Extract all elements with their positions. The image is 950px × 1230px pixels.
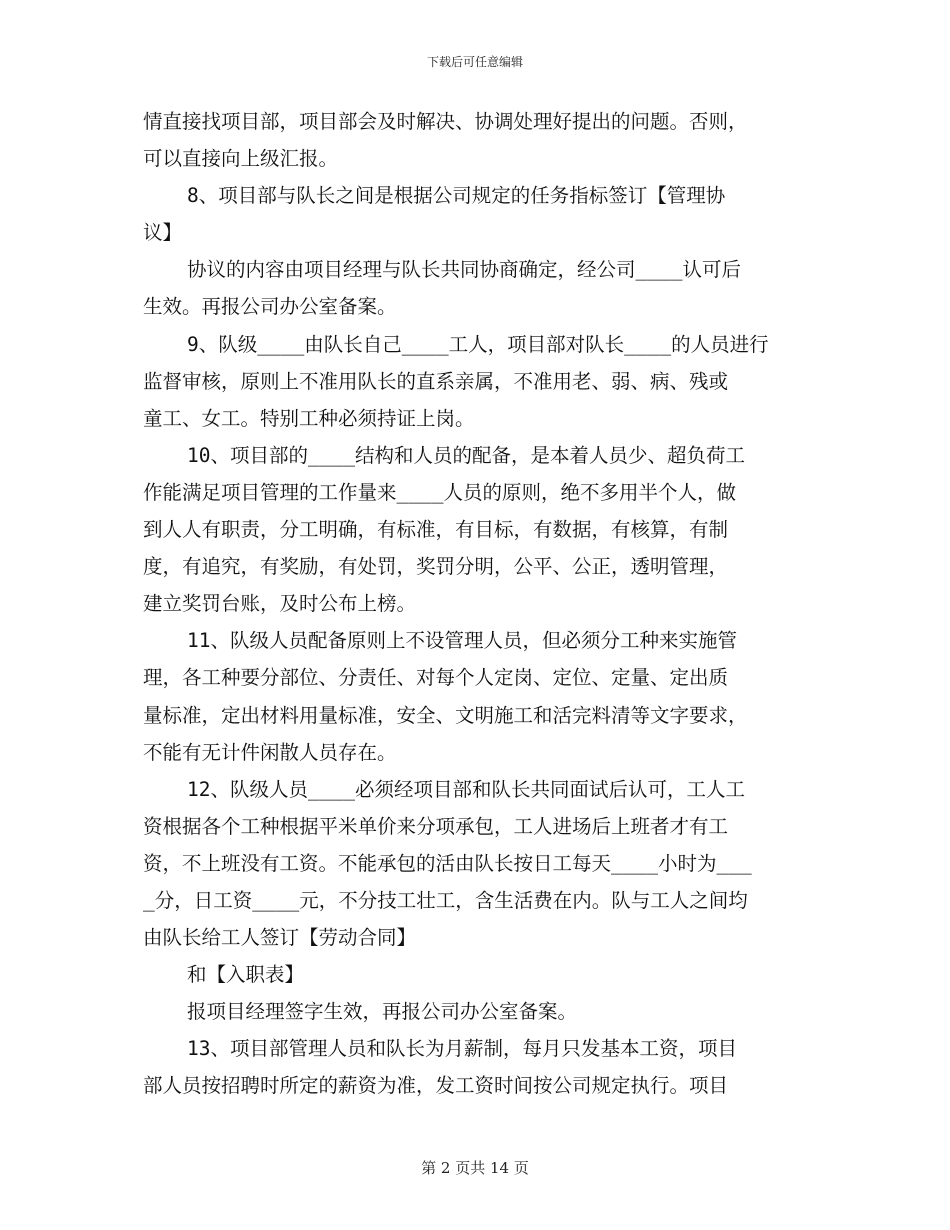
text-line: _分，日工资____元，不分技工壮工，含生活费在内。队与工人之间均 — [143, 888, 748, 912]
text-line: 作能满足项目管理的工作量来____人员的原则，绝不多用半个人，做 — [143, 480, 736, 504]
text-line: 监督审核，原则上不准用队长的直系亲属，不准用老、弱、病、残或 — [143, 369, 729, 393]
text-line: 到人人有职责，分工明确，有标准，有目标，有数据，有核算，有制 — [143, 518, 729, 542]
text-line: 理，各工种要分部位、分责任、对每个人定岗、定位、定量、定出质 — [143, 666, 729, 690]
text-line: 协议的内容由项目经理与队长共同协商确定，经公司____认可后 — [187, 258, 741, 282]
text-line: 量标准，定出材料用量标准，安全、文明施工和活完料清等文字要求， — [143, 703, 748, 727]
text-line: 由队长给工人签订【劳动合同】 — [143, 926, 417, 950]
text-line: 资根据各个工种根据平米单价来分项承包，工人进场后上班者才有工 — [143, 814, 729, 838]
text-line: 不能有无计件闲散人员存在。 — [143, 740, 397, 764]
text-line: 建立奖罚台账，及时公布上榜。 — [143, 592, 417, 616]
text-line: 部人员按招聘时所定的薪资为准，发工资时间按公司规定执行。项目 — [143, 1074, 729, 1098]
text-line: 报项目经理签字生效，再报公司办公室备案。 — [187, 1000, 578, 1024]
text-line: 生效。再报公司办公室备案。 — [143, 295, 397, 319]
page-footer: 第 2 页共 14 页 — [421, 1159, 529, 1177]
text-line: 11、队级人员配备原则上不设管理人员，但必须分工种来实施管 — [187, 629, 737, 653]
text-line: 可以直接向上级汇报。 — [143, 147, 339, 171]
text-line: 情直接找项目部，项目部会及时解决、协调处理好提出的问题。否则， — [143, 110, 748, 133]
document-body — [143, 103, 815, 1105]
text-line: 童工、女工。特别工种必须持证上岗。 — [143, 406, 475, 430]
text-line: 议】 — [143, 221, 183, 245]
text-line: 13、项目部管理人员和队长为月薪制，每月只发基本工资，项目 — [187, 1037, 737, 1061]
page-header: 下载后可任意编辑 — [426, 55, 523, 69]
text-line: 和【入职表】 — [187, 963, 305, 987]
text-line: 12、队级人员____必须经项目部和队长共同面试后认可，工人工 — [187, 777, 745, 801]
text-line: 资，不上班没有工资。不能承包的活由队长按日工每天____小时为___ — [143, 851, 752, 875]
text-line: 8、项目部与队长之间是根据公司规定的任务指标签订【管理协 — [187, 184, 726, 208]
text-line: 度，有追究，有奖励，有处罚，奖罚分明，公平、公正，透明管理， — [143, 555, 729, 579]
text-line: 10、项目部的____结构和人员的配备，是本着人员少、超负荷工 — [187, 443, 745, 467]
text-line: 9、队级____由队长自己____工人，项目部对队长____的人员进行 — [187, 332, 769, 356]
